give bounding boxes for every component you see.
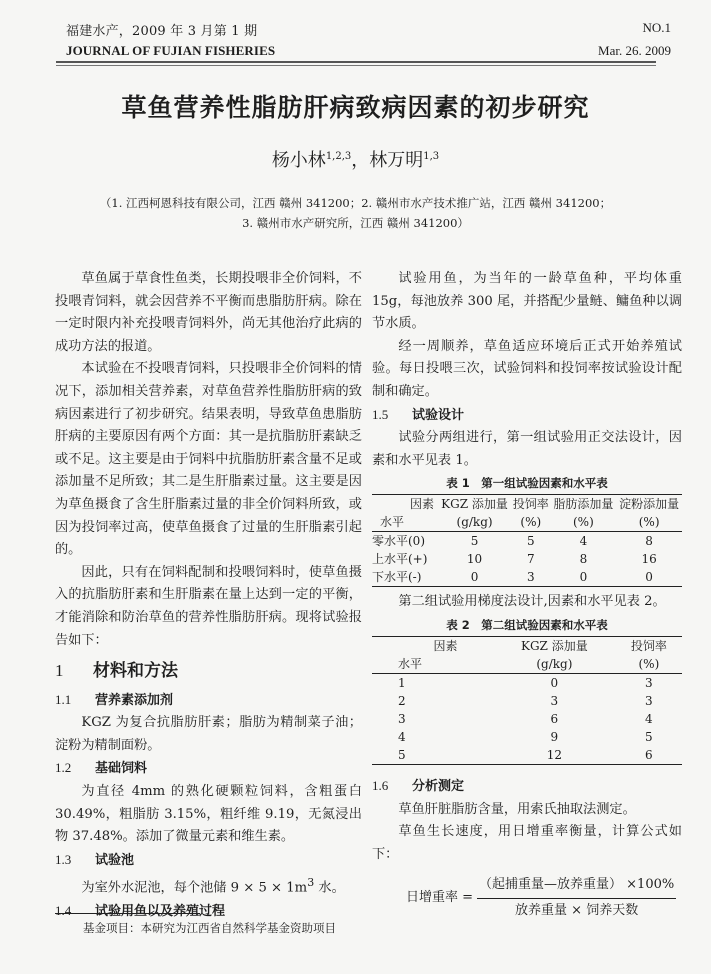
body-paragraph: 试验分两组进行，第一组试验用正交法设计，因素和水平见表 1。 — [372, 430, 682, 468]
subsection-title: 试验用鱼以及养殖过程 — [95, 904, 226, 920]
intro-paragraph: 本试验在不投喂青饲料，只投喂非全价饲料的情况下，添加相关营养素，对草鱼营养性脂肪肝病的致病因素进行了初步研究。结果表明，导致草鱼患脂肪肝病的主要原因有两个方面：其一是抗脂肪肝素缺乏或不足。这主要是由于饲料中抗脂肪肝素含量不足或添加量不足所致；其二是生肝脂素过量。这主要是因为草鱼摄食了含生肝脂素过量的非全价饲料所致，或因为投饲率过高，使草鱼摄食了过量的生肝脂素引起的。 — [55, 361, 362, 558]
table-cell: 3 — [550, 693, 559, 708]
subsection-title: 基础饲料 — [95, 761, 148, 777]
body-paragraph — [55, 872, 362, 900]
article-title: 草鱼营养性脂肪肝病致病因素的初步研究 — [121, 93, 590, 122]
table-unit: (%) — [551, 513, 617, 532]
subsection-title: 营养素添加剂 — [95, 692, 174, 708]
issue-date: Mar. 26. 2009 — [598, 43, 671, 58]
subsection-title: 试验设计 — [412, 407, 465, 423]
table-unit: (%) — [511, 513, 550, 532]
table-corner-level: 水平 — [372, 513, 438, 532]
body-paragraph: 草鱼生长速度，用日增重率衡量，计算公式如下： — [372, 824, 682, 862]
intro-paragraph: 草鱼属于草食性鱼类，长期投喂非全价饲料，不投喂青饲料，就会因营养不平衡而患脂肪肝病。除在一定时限内补充投喂青饲料外，尚无其他治疗此病的成功方法的报道。 — [55, 271, 362, 354]
subsection-title: 试验池 — [95, 852, 135, 868]
table-corner-factor: 因素 — [372, 636, 493, 655]
subsection-title: 分析测定 — [412, 778, 465, 794]
body-paragraph: 试验用鱼，为当年的一龄草鱼种，平均体重 15g，每池放养 300 尾，并搭配少量鲢、鳙鱼种以调节水质。 — [372, 271, 682, 332]
footnote-rule — [55, 913, 200, 914]
table-unit: (%) — [616, 513, 682, 532]
intro-paragraph: 因此，只有在饲料配制和投喂饲料时，使草鱼摄入的抗脂肪肝素和生肝脂素在量上达到一定的平衡，才能消除和防治草鱼的营养性脂肪肝病。现将试验报告如下： — [55, 564, 362, 648]
row-label: 5 — [372, 746, 493, 765]
table-unit: (g/kg) — [438, 513, 511, 532]
subsection-number: 1.6 — [372, 777, 389, 793]
table-cell: 5 — [470, 534, 479, 549]
section-title: 材料和方法 — [93, 661, 178, 682]
table-header: 脂肪添加量 — [551, 495, 617, 514]
table-cell: 0 — [616, 568, 682, 587]
row-label: 4 — [398, 729, 406, 744]
table-cell: 5 — [645, 729, 653, 744]
body-paragraph: 为直径 4mm 的熟化硬颗粒饲料，含粗蛋白 30.49%，粗脂肪 3.15%，粗纤维 9.19，无氮浸出物 37.48%。添加了微量元素和维生素。 — [55, 784, 362, 845]
row-label: 3 — [398, 711, 406, 726]
table-row — [372, 532, 682, 551]
table-cell: 16 — [641, 552, 657, 567]
issue-number: NO.1 — [642, 20, 671, 35]
subsection-heading — [55, 689, 362, 713]
subsection-heading — [372, 404, 682, 428]
pond-size-unit: 水。 — [314, 880, 345, 896]
section-heading — [55, 660, 362, 683]
pond-size-text: 为室外水泥池，每个池储 9 × 5 × 1m — [81, 880, 308, 896]
table-cell: 0 — [550, 675, 559, 690]
affiliation-line: （1. 江西柯恩科技有限公司，江西 赣州 341200；2. 赣州市水产技术推广站，江西 赣州 341200； — [99, 196, 612, 210]
table-cell: 7 — [526, 552, 535, 567]
table-1 — [372, 494, 682, 587]
table-corner-factor: 因素 — [372, 495, 438, 514]
table-cell: 4 — [579, 534, 588, 549]
author-separator: ， — [351, 150, 370, 171]
table-row — [372, 550, 682, 568]
table-cell: 6 — [616, 746, 682, 765]
superscript: 3 — [307, 876, 315, 890]
author-affiliation-marker: 1,3 — [423, 151, 440, 162]
table-row — [372, 692, 682, 710]
table-cell: 3 — [511, 568, 550, 587]
table-2 — [372, 636, 682, 765]
table-header: KGZ 添加量 — [438, 495, 511, 514]
table-row — [372, 746, 682, 765]
table-cell: 8 — [645, 534, 653, 549]
subsection-number: 1.4 — [55, 903, 72, 919]
author-name: 杨小林 — [271, 150, 326, 171]
author-name: 林万明 — [369, 150, 424, 171]
table-cell: 3 — [645, 675, 653, 690]
table-cell: 0 — [551, 568, 617, 587]
body-paragraph: 第二组试验用梯度法设计,因素和水平见表 2。 — [398, 594, 666, 610]
formula-denominator: 放养重量 × 饲养天数 — [515, 902, 639, 918]
table-corner-level: 水平 — [372, 655, 493, 674]
subsection-heading — [372, 775, 682, 799]
body-paragraph: 经一周顺养，草鱼适应环境后正式开始养殖试验。每日投喂三次，试验饲料和投饲率按试验设计配制和确定。 — [372, 338, 682, 399]
journal-name-cn: 福建水产，2009 年 3 月第 1 期 — [66, 24, 258, 39]
table-header: 投饲率 — [511, 495, 550, 514]
table-unit: (g/kg) — [493, 655, 616, 674]
header-rule — [56, 61, 656, 63]
table-row — [372, 568, 682, 587]
row-label: 上水平(+) — [372, 552, 428, 567]
author-list — [0, 146, 711, 172]
footnote: 基金项目：本研究为江西省自然科学基金资助项目 — [83, 921, 336, 935]
formula-numerator: （起捕重量—放养重量） ×100% — [477, 874, 676, 899]
table-row — [372, 673, 682, 692]
table-unit: (%) — [616, 655, 682, 674]
table-cell: 12 — [493, 746, 616, 765]
table-1-caption: 表 1 第一组试验因素和水平表 — [446, 476, 608, 491]
table-row — [372, 710, 682, 728]
table-cell: 6 — [550, 711, 559, 726]
table-cell: 0 — [438, 568, 511, 587]
section-number: 1 — [55, 661, 64, 681]
table-cell: 10 — [466, 552, 483, 567]
daily-gain-formula — [406, 874, 682, 922]
table-cell: 8 — [579, 552, 588, 567]
formula-lhs: 日增重率 = — [406, 890, 474, 906]
affiliation-line: 3. 赣州市水产研究所，江西 赣州 341200） — [242, 216, 469, 230]
row-label: 1 — [398, 675, 406, 690]
table-header: 投饲率 — [616, 636, 682, 655]
author-affiliation-marker: 1,2,3 — [325, 151, 352, 162]
affiliations — [0, 193, 711, 233]
subsection-number: 1.3 — [55, 851, 72, 867]
body-paragraph: 草鱼肝脏脂肪含量，用索氏抽取法测定。 — [398, 801, 636, 817]
subsection-heading — [55, 757, 362, 781]
journal-name-en: JOURNAL OF FUJIAN FISHERIES — [66, 43, 276, 58]
subsection-number: 1.1 — [55, 691, 72, 707]
table-cell: 3 — [645, 693, 653, 708]
row-label: 2 — [398, 693, 406, 708]
table-2-caption: 表 2 第二组试验因素和水平表 — [446, 617, 608, 632]
table-cell: 5 — [526, 534, 535, 549]
header-rule-thin — [56, 65, 656, 66]
table-header: KGZ 添加量 — [493, 636, 616, 655]
table-cell: 9 — [550, 729, 559, 744]
subsection-heading — [55, 849, 362, 873]
right-column — [372, 268, 682, 923]
subsection-number: 1.2 — [55, 760, 72, 776]
subsection-number: 1.5 — [372, 406, 389, 422]
table-cell: 4 — [645, 711, 653, 726]
table-row — [372, 728, 682, 746]
left-column — [55, 268, 362, 924]
table-header: 淀粉添加量 — [616, 495, 682, 514]
row-label: 下水平(-) — [372, 568, 438, 587]
formula-fraction — [477, 874, 676, 922]
row-label: 零水平(0) — [372, 534, 425, 549]
body-paragraph: KGZ 为复合抗脂肪肝素；脂肪为精制菜子油；淀粉为精制面粉。 — [55, 715, 362, 753]
